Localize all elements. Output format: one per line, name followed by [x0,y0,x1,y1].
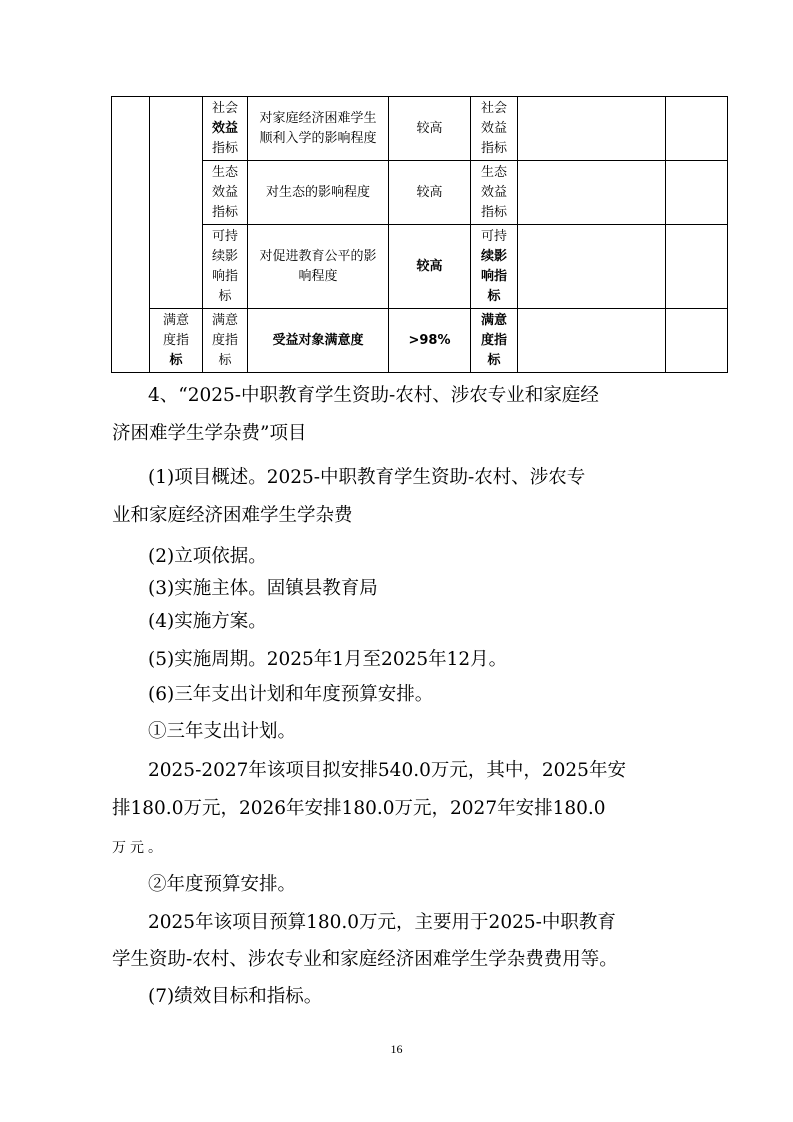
table-row [112,97,728,161]
paragraph: (6)三年支出计划和年度预算安排。 [148,684,434,705]
paragraph: ②年度预算安排。 [148,874,297,895]
table-cell-subcategory [203,309,248,373]
table-cell-empty [666,97,728,161]
cell-text: 响指 [211,268,238,284]
table-cell-indicator [248,97,389,161]
table-cell-first-level-empty [112,97,150,373]
cell-text: 标 [487,352,501,368]
cell-text: 社会 [480,100,507,116]
table-cell-second-level-empty [150,97,203,309]
table-cell-empty [518,309,666,373]
cell-text: 指标 [480,204,507,220]
paragraph-line: (1)项目概述。2025-中职教育学生资助-农村、涉农专 [148,467,586,488]
table-cell-target: >98% [389,309,471,373]
cell-text: 续影 [211,248,238,264]
paragraph-line: 2025年该项目预算180.0万元，主要用于2025-中职教育 [148,912,616,933]
cell-text: 满意 [480,312,507,328]
table-cell-category [150,309,203,373]
cell-text: 指标 [211,204,238,220]
table-cell-empty [518,161,666,225]
table-cell-subcategory [203,225,248,309]
cell-text: 指标 [211,140,238,156]
section-heading-line: 济困难学生学杂费”项目 [112,423,307,444]
cell-text: 效益 [211,120,238,136]
table-cell-empty [518,97,666,161]
cell-text: 度指 [480,332,507,348]
cell-text: 效益 [480,184,507,200]
table-cell-target: 较高 [389,97,471,161]
table-cell-target: 较高 [389,161,471,225]
paragraph: (5)实施周期。2025年1月至2025年12月。 [148,649,508,670]
table-row [112,225,728,309]
cell-text: 响程度 [298,268,338,284]
table-cell-subcategory [471,309,518,373]
table-row [112,309,728,373]
cell-text: 对促进教育公平的影 [259,248,377,264]
cell-text: 可持 [480,228,507,244]
table-cell-target: 较高 [389,225,471,309]
paragraph: (4)实施方案。 [148,611,267,632]
cell-text: 标 [218,352,232,368]
cell-text: 满意 [211,312,238,328]
table-cell-empty [666,225,728,309]
table-cell-empty [666,309,728,373]
cell-text: 可持 [211,228,238,244]
paragraph-line: 万元。 [112,840,166,856]
table-cell-empty [666,161,728,225]
cell-text: 标 [169,352,183,368]
cell-text: 社会 [211,100,238,116]
table-cell-empty [518,225,666,309]
paragraph-line: 业和家庭经济困难学生学杂费 [112,505,353,526]
cell-text: 度指 [162,332,189,348]
paragraph: ①三年支出计划。 [148,721,297,742]
page-number: 16 [390,1042,403,1056]
paragraph-line: 排180.0万元，2026年安排180.0万元，2027年安排180.0 [112,798,606,819]
cell-text: 标 [218,288,232,304]
table-cell-indicator [248,225,389,309]
paragraph: (2)立项依据。 [148,546,267,567]
table-cell-subcategory [203,161,248,225]
table-cell-subcategory [203,97,248,161]
section-heading-line: 4、“2025-中职教育学生资助-农村、涉农专业和家庭经 [148,385,599,406]
table-cell-indicator: 受益对象满意度 [248,309,389,373]
cell-text: 对家庭经济困难学生 [259,110,377,126]
cell-text: 满意 [162,312,189,328]
cell-text: 对生态的影响程度 [265,184,370,200]
paragraph: (3)实施主体。固镇县教育局 [148,578,378,599]
table-cell-subcategory [471,161,518,225]
cell-text: 生态 [480,164,507,180]
cell-text: 响指 [480,268,507,284]
paragraph: (7)绩效目标和指标。 [148,986,323,1007]
cell-text: 效益 [480,120,507,136]
cell-text: 生态 [211,164,238,180]
table-cell-indicator [248,161,389,225]
paragraph-line: 学生资助-农村、涉农专业和家庭经济困难学生学杂费费用等。 [112,949,618,970]
cell-text: 度指 [211,332,238,348]
table-row [112,161,728,225]
performance-indicator-table [111,96,728,373]
cell-text: 续影 [480,248,507,264]
cell-text: 标 [487,288,501,304]
paragraph-line: 2025-2027年该项目拟安排540.0万元，其中，2025年安 [148,760,626,781]
table-cell-subcategory [471,225,518,309]
cell-text: 指标 [480,140,507,156]
table-cell-subcategory [471,97,518,161]
cell-text: 顺利入学的影响程度 [259,130,377,146]
cell-text: 效益 [211,184,238,200]
